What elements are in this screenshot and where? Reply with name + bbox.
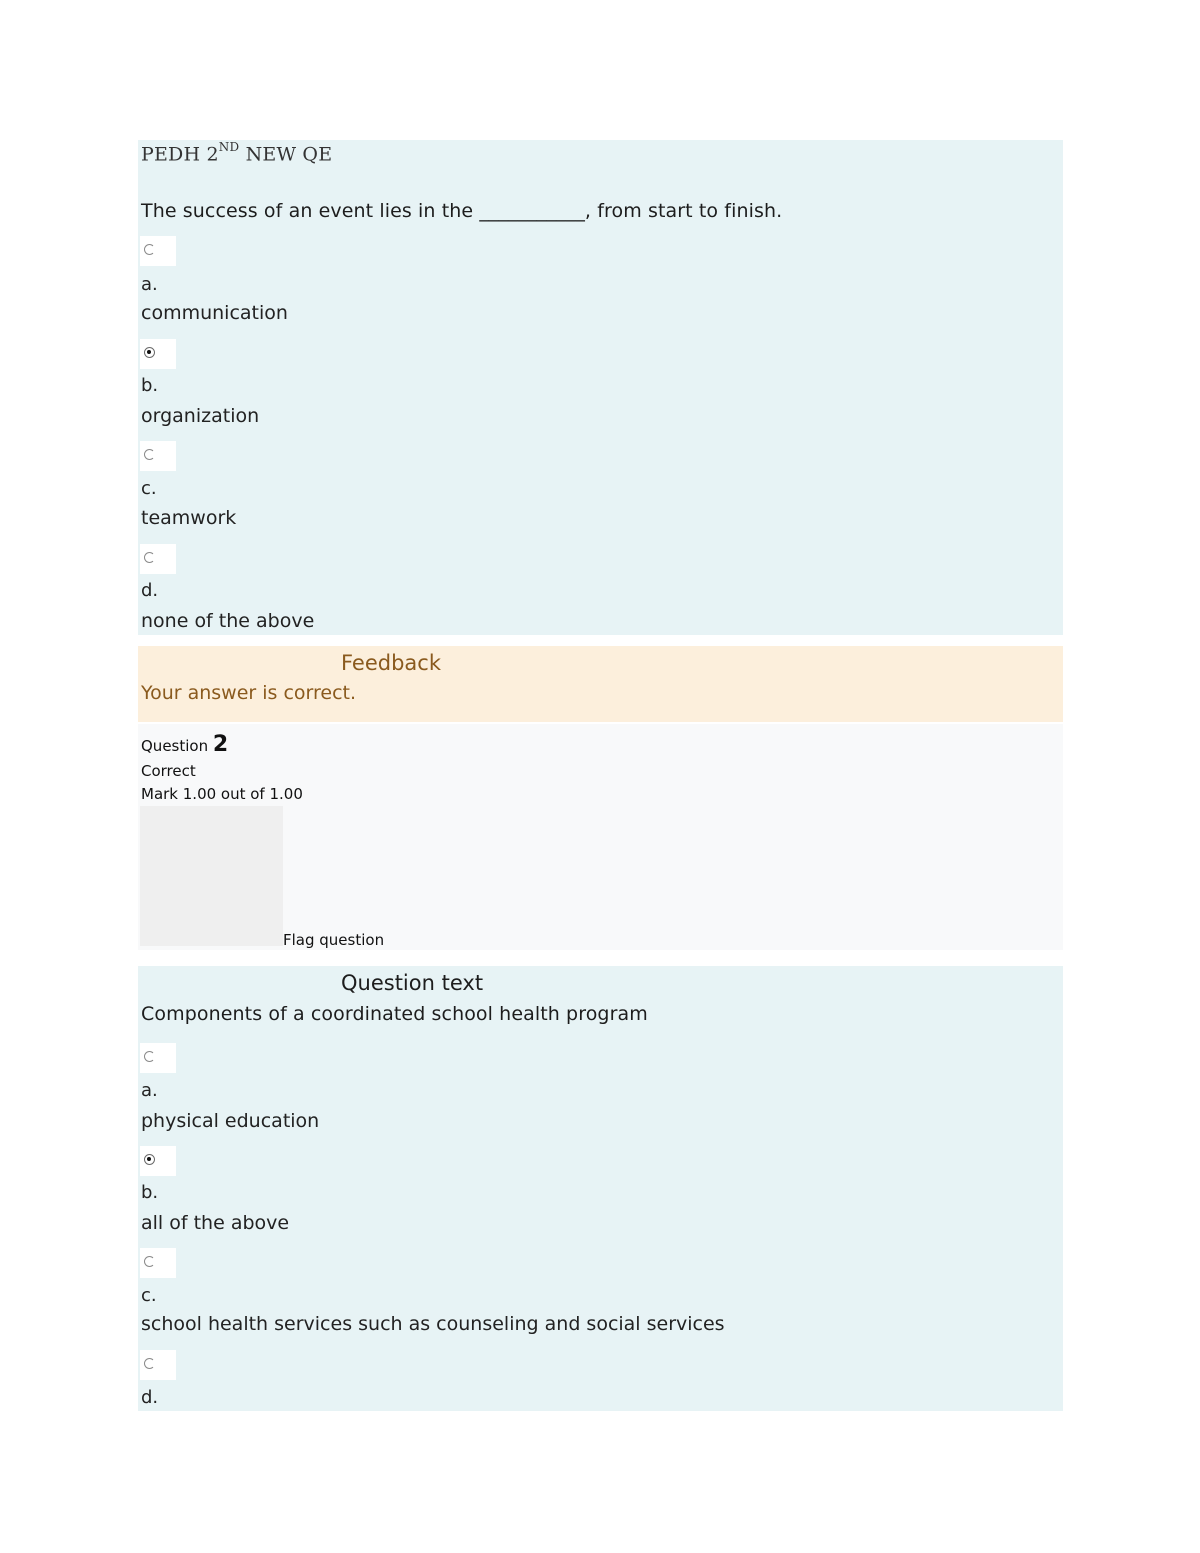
title-superscript: ND bbox=[218, 140, 240, 154]
q2-option-d-radio-box[interactable] bbox=[140, 1350, 176, 1380]
q1-option-a-radio-box[interactable] bbox=[140, 236, 176, 266]
q2-option-b-radio-selected[interactable] bbox=[144, 1154, 155, 1165]
page-title bbox=[141, 142, 332, 165]
flag-question-link[interactable]: Flag question bbox=[283, 931, 385, 949]
q2-option-a-letter: a. bbox=[141, 1080, 158, 1101]
q1-option-a-text: communication bbox=[141, 302, 288, 324]
q1-option-c-radio-box[interactable] bbox=[140, 441, 176, 471]
q1-option-c-radio[interactable] bbox=[144, 449, 155, 460]
question-2-panel bbox=[138, 966, 1063, 1411]
question-number: 2 bbox=[212, 732, 229, 757]
q1-option-a-letter: a. bbox=[141, 274, 158, 295]
q1-option-d-letter: d. bbox=[141, 580, 159, 601]
question-text-heading: Question text bbox=[341, 971, 484, 995]
q1-option-b-text: organization bbox=[141, 405, 260, 427]
question-number-line bbox=[141, 732, 228, 757]
question-2-text: Components of a coordinated school health program bbox=[141, 1003, 648, 1025]
q2-option-a-text: physical education bbox=[141, 1110, 320, 1132]
q1-option-d-radio[interactable] bbox=[144, 552, 155, 563]
q2-option-b-text: all of the above bbox=[141, 1212, 290, 1234]
q1-option-d-radio-box[interactable] bbox=[140, 544, 176, 574]
title-suffix: NEW QE bbox=[239, 143, 333, 166]
q2-option-a-radio-box[interactable] bbox=[140, 1043, 176, 1073]
q2-option-c-radio[interactable] bbox=[144, 1256, 155, 1267]
q2-option-b-letter: b. bbox=[141, 1182, 159, 1203]
feedback-heading: Feedback bbox=[341, 651, 442, 675]
q2-option-c-text: school health services such as counseling and social services bbox=[141, 1313, 725, 1335]
q2-option-b-radio-box[interactable] bbox=[140, 1146, 176, 1176]
flag-icon-area[interactable] bbox=[140, 806, 283, 946]
q1-option-b-letter: b. bbox=[141, 375, 159, 396]
title-prefix: PEDH 2 bbox=[141, 143, 219, 166]
feedback-text: Your answer is correct. bbox=[141, 682, 357, 704]
q2-option-c-radio-box[interactable] bbox=[140, 1248, 176, 1278]
q2-option-d-radio[interactable] bbox=[144, 1358, 155, 1369]
question-status: Correct bbox=[141, 762, 196, 780]
q1-option-b-radio-box[interactable] bbox=[140, 339, 176, 369]
q1-option-c-text: teamwork bbox=[141, 507, 237, 529]
q1-option-b-radio-selected[interactable] bbox=[144, 347, 155, 358]
q1-option-a-radio[interactable] bbox=[144, 244, 155, 255]
question-label: Question bbox=[141, 737, 209, 755]
question-mark: Mark 1.00 out of 1.00 bbox=[141, 785, 303, 803]
question-1-text: The success of an event lies in the ___________, from start to finish. bbox=[141, 200, 783, 222]
q2-option-c-letter: c. bbox=[141, 1285, 157, 1306]
q2-option-d-letter: d. bbox=[141, 1387, 159, 1408]
q1-option-c-letter: c. bbox=[141, 478, 157, 499]
q1-option-d-text: none of the above bbox=[141, 610, 315, 632]
q2-option-a-radio[interactable] bbox=[144, 1051, 155, 1062]
